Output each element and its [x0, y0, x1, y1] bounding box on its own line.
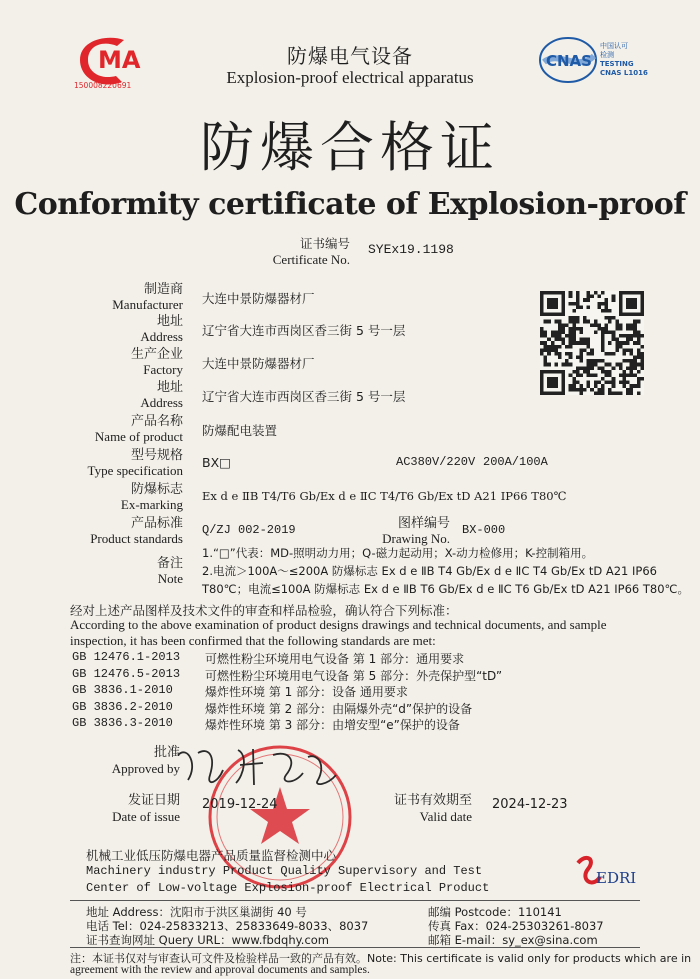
cnas-caption-zh1: 中国认可	[600, 42, 628, 50]
approved-label-zh: 批准	[153, 745, 180, 760]
header-title-zh: 防爆电气设备	[287, 44, 413, 68]
approved-label-en: Approved by	[111, 761, 180, 776]
type-value: BX□	[202, 455, 231, 470]
issue-label-zh: 发证日期	[127, 793, 180, 808]
ex-marking-label-en: Ex-marking	[120, 497, 183, 512]
note-line3: T80℃；电流≤100A 防爆标志 Ex d e ⅡB T6 Gb/Ex d e ⅡC T6 Gb/Ex tD A21 IP66 T80℃。	[202, 582, 689, 596]
standard-code: GB 3836.1-2010	[72, 683, 173, 697]
footer-notice-1: 注：本证书仅对与审查认可文件及检验样品一致的产品有效。Note: This certificate is valid only for products which are in	[70, 952, 692, 965]
drawing-label-en: Drawing No.	[382, 531, 450, 546]
factory-label	[131, 347, 183, 377]
address2-value: 辽宁省大连市西岗区香三街 5 号一层	[202, 389, 406, 404]
cma-text: MA	[98, 46, 141, 74]
standard-name: 可燃性粉尘环境用电气设备 第 5 部分：外壳保护型“tD”	[205, 668, 503, 683]
manufacturer-label	[112, 282, 183, 312]
valid-label-en: Valid date	[419, 809, 472, 824]
footer-notice-2: agreement with the review and approval documents and samples.	[70, 964, 370, 976]
standard-name: 爆炸性环境 第 3 部分：由增安型“e”保护的设备	[205, 718, 460, 732]
standard-name: 爆炸性环境 第 1 部分：设备 通用要求	[205, 685, 408, 699]
cnas-number: CNAS L1016	[600, 69, 648, 77]
note-line2: 2.电流＞100A～≤200A 防爆标志 Ex d e ⅡB T4 Gb/Ex d e ⅡC T4 Gb/Ex tD A21 IP66	[202, 564, 657, 578]
address1-label	[140, 314, 183, 344]
footer-address: 地址 Address：沈阳市于洪区巢湖街 40 号	[86, 905, 307, 919]
certificate-no-value: SYEx19.1198	[368, 242, 454, 257]
product-label	[95, 414, 183, 444]
certificate-title-zh: 防爆合格证	[200, 116, 500, 179]
type-label-zh: 型号规格	[130, 448, 183, 463]
header-title-en: Explosion-proof electrical apparatus	[226, 68, 474, 87]
issuer-en1: Machinery industry Product Quality Supervisory and Test	[86, 864, 483, 878]
address2-label	[140, 380, 183, 410]
approver-signature	[168, 735, 343, 795]
cnas-text: CNAS	[546, 52, 592, 70]
factory-label-en: Factory	[143, 362, 183, 377]
valid-date-value: 2024-12-23	[492, 797, 568, 812]
certificate-no-label-zh: 证书编号	[299, 236, 350, 251]
footer-tel: 电话 Tel：024-25833213、25833649-8033、8037	[86, 919, 369, 933]
standards-label-en: Product standards	[90, 531, 183, 546]
type-current: 200A/100A	[483, 455, 548, 469]
footer-email[interactable]: 邮箱 E-mail：sy_ex@sina.com	[428, 933, 598, 947]
product-label-en: Name of product	[94, 429, 183, 444]
standard-code: GB 3836.2-2010	[72, 699, 173, 714]
statement-en2: inspection, it has been confirmed that the following standards are met:	[70, 633, 436, 648]
drawing-label-zh: 图样编号	[397, 516, 450, 531]
footer-query-url[interactable]: 证书查询网址 Query URL：www.fbdqhy.com	[86, 933, 330, 947]
factory-label-zh: 生产企业	[130, 347, 183, 362]
certificate-no-label	[250, 234, 350, 268]
edri-logo	[574, 853, 644, 893]
footer-fax: 传真 Fax：024-25303261-8037	[428, 919, 604, 933]
manufacturer-label-zh: 制造商	[143, 282, 183, 297]
issuer-zh: 机械工业低压防爆电器产品质量监督检测中心	[86, 848, 337, 863]
statement-en1: According to the above examination of product designs drawings and technical documents, and sample	[70, 617, 607, 632]
note-line1: 1.“□”代表：MD-照明动力用；Q-磁力起动用；X-动力检修用；K-控制箱用。	[202, 546, 594, 560]
type-label	[88, 448, 183, 478]
issue-date-value: 2019-12-24	[202, 797, 278, 812]
ex-marking-label-zh: 防爆标志	[130, 482, 183, 497]
note-label-en: Note	[157, 571, 183, 586]
manufacturer-label-en: Manufacturer	[112, 297, 183, 312]
valid-label-zh: 证书有效期至	[393, 793, 472, 808]
footer-postcode: 邮编 Postcode：110141	[428, 905, 562, 919]
type-voltage: AC380V/220V	[396, 455, 476, 469]
standard-name: 可燃性粉尘环境用电气设备 第 1 部分：通用要求	[205, 652, 465, 666]
drawing-value: BX-000	[462, 523, 506, 537]
cnas-caption-en: TESTING	[600, 60, 634, 68]
address1-value: 辽宁省大连市西岗区香三街 5 号一层	[202, 323, 406, 338]
note-label	[157, 556, 183, 586]
standards-label	[90, 516, 183, 546]
product-value: 防爆配电装置	[202, 423, 278, 438]
address1-label-zh: 地址	[156, 314, 183, 329]
address2-label-en: Address	[140, 395, 183, 410]
manufacturer-value: 大连中景防爆器材厂	[202, 291, 315, 306]
footer-divider-2	[70, 947, 640, 948]
factory-value: 大连中景防爆器材厂	[202, 356, 315, 371]
footer-divider	[70, 900, 640, 901]
address1-label-en: Address	[140, 329, 183, 344]
statement-zh: 经对上述产品图样及技术文件的审查和样品检验，确认符合下列标准：	[70, 603, 458, 618]
qr-code[interactable]	[540, 291, 644, 395]
note-label-zh: 备注	[156, 556, 183, 571]
standard-code: GB 12476.1-2013	[72, 650, 181, 664]
certificate-title-en: Conformity certificate of Explosion-proof	[14, 187, 686, 222]
type-label-en: Type specification	[87, 463, 183, 478]
standard-name: 爆炸性环境 第 2 部分：由隔爆外壳“d”保护的设备	[205, 701, 473, 716]
cma-number: 150008220691	[74, 81, 132, 90]
ex-marking-label	[121, 482, 183, 512]
certificate-no-label-en: Certificate No.	[272, 252, 350, 267]
edri-text: EDRI	[596, 869, 637, 887]
address2-label-zh: 地址	[156, 380, 183, 395]
ex-marking-value: Ex d e ⅡB T4/T6 Gb/Ex d e ⅡC T4/T6 Gb/Ex tD A21 IP66 T80℃	[202, 489, 567, 503]
product-label-zh: 产品名称	[130, 414, 183, 429]
standard-code: GB 3836.3-2010	[72, 716, 173, 730]
valid-label	[380, 793, 472, 825]
issue-label	[80, 793, 180, 825]
drawing-label	[370, 516, 450, 546]
standard-code: GB 12476.5-2013	[72, 666, 181, 681]
standards-label-zh: 产品标准	[130, 516, 183, 531]
cnas-caption-zh2: 检测	[600, 51, 614, 59]
issuer-en2: Center of Low-voltage Explosion-proof Electrical Product	[86, 881, 490, 895]
standards-value: Q/ZJ 002-2019	[202, 523, 296, 537]
issue-label-en: Date of issue	[112, 809, 180, 824]
